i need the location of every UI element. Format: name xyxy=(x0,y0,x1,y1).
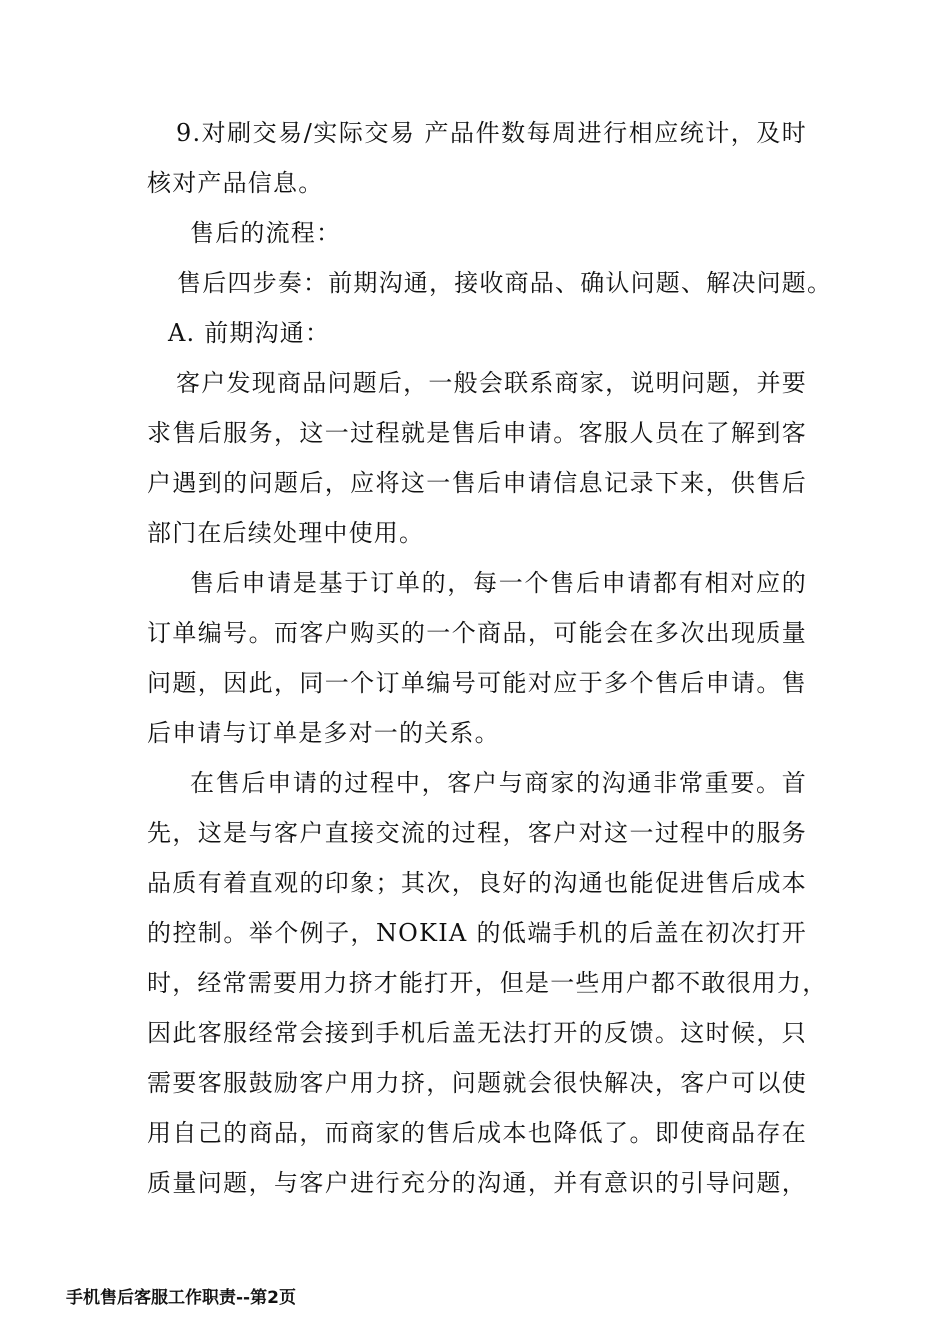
text-line: 9.对刷交易/实际交易 产品件数每周进行相应统计，及时 xyxy=(176,119,807,147)
text-line: 先，这是与客户直接交流的过程，客户对这一过程中的服务 xyxy=(147,819,807,847)
text-line: 的控制。举个例子，NOKIA 的低端手机的后盖在初次打开 xyxy=(147,919,807,947)
text-line: 户遇到的问题后，应将这一售后申请信息记录下来，供售后 xyxy=(147,469,807,497)
text-line: 质量问题，与客户进行充分的沟通，并有意识的引导问题， xyxy=(147,1169,807,1197)
text-line: 问题，因此，同一个订单编号可能对应于多个售后申请。售 xyxy=(147,669,807,697)
text-line: 时，经常需要用力挤才能打开，但是一些用户都不敢很用力， xyxy=(147,969,828,997)
text-line: 部门在后续处理中使用。 xyxy=(147,519,425,547)
text-line: 核对产品信息。 xyxy=(147,169,324,197)
text-line: 需要客服鼓励客户用力挤，问题就会很快解决，客户可以使 xyxy=(147,1069,807,1097)
text-line: 后申请与订单是多对一的关系。 xyxy=(147,719,500,747)
text-line: 用自己的商品，而商家的售后成本也降低了。即使商品存在 xyxy=(147,1119,807,1147)
page-footer: 手机售后客服工作职责--第2页 xyxy=(66,1288,296,1308)
text-line: 品质有着直观的印象；其次，良好的沟通也能促进售后成本 xyxy=(147,869,807,897)
text-line: 求售后服务，这一过程就是售后申请。客服人员在了解到客 xyxy=(147,419,807,447)
text-line: 客户发现商品问题后，一般会联系商家，说明问题，并要 xyxy=(176,369,807,397)
text-line: 售后申请是基于订单的，每一个售后申请都有相对应的 xyxy=(190,569,807,597)
text-line: 订单编号。而客户购买的一个商品，可能会在多次出现质量 xyxy=(147,619,807,647)
subsection-heading: A. 前期沟通： xyxy=(168,319,331,347)
text-line: 在售后申请的过程中，客户与商家的沟通非常重要。首 xyxy=(190,769,807,797)
text-line: 因此客服经常会接到手机后盖无法打开的反馈。这时候，只 xyxy=(147,1019,807,1047)
text-line: 售后四步奏：前期沟通，接收商品、确认问题、解决问题。 xyxy=(177,269,833,297)
section-heading: 售后的流程： xyxy=(190,219,342,247)
